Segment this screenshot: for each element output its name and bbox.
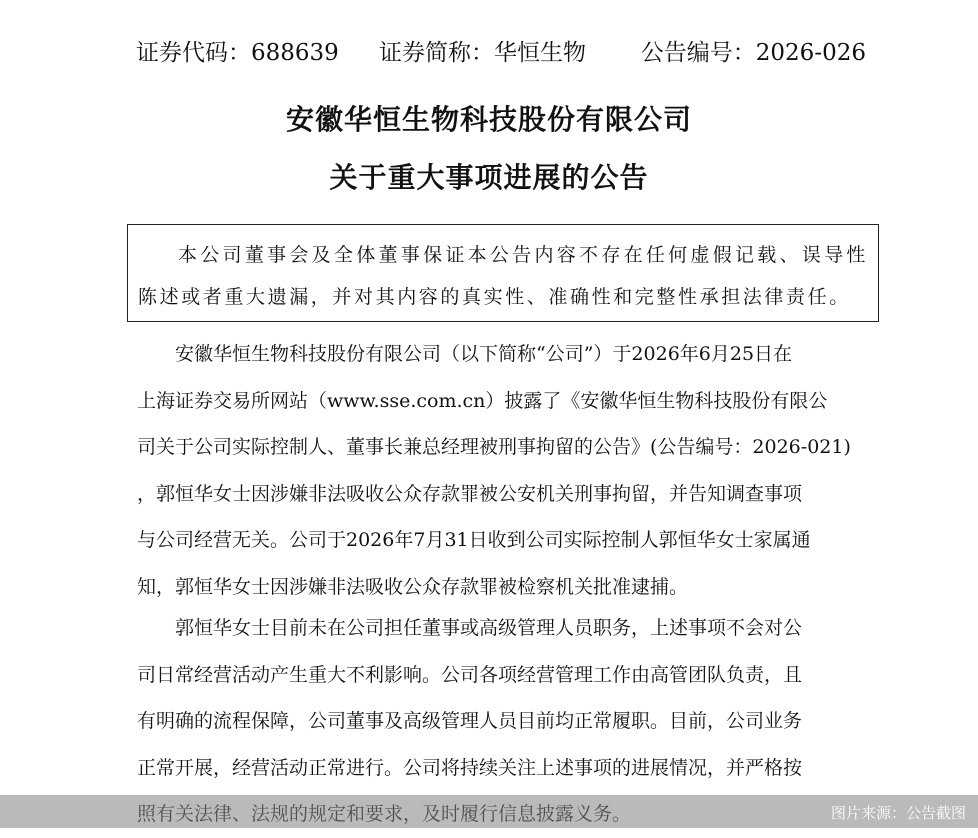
paragraph-line: 司关于公司实际控制人、董事长兼总经理被刑事拘留的公告》(公告编号：2026-021): [137, 436, 851, 458]
notice-number: 公告编号：2026-026: [640, 40, 866, 66]
image-source-bar: [0, 795, 978, 828]
paragraph-line: 上海证券交易所网站（www.sse.com.cn）披露了《安徽华恒生物科技股份有限公: [137, 389, 828, 412]
paragraph-line: 司日常经营活动产生重大不利影响。公司各项经营管理工作由高管团队负责，且: [137, 663, 803, 686]
board-guarantee-box: [127, 224, 879, 322]
paragraph-line: ，郭恒华女士因涉嫌非法吸收公众存款罪被公安机关刑事拘留，并告知调查事项: [137, 482, 803, 505]
board-guarantee-text: 本公司董事会及全体董事保证本公告内容不存在任何虚假记载、误导性陈述或者重大遗漏，并对其内容的真实性、准确性和完整性承担法律责任。: [138, 244, 868, 308]
header-line: [136, 34, 866, 72]
paragraph-line: 正常开展，经营活动正常进行。公司将持续关注上述事项的进展情况，并严格按: [137, 756, 803, 779]
stock-code: 证券代码：688639: [136, 40, 339, 66]
stock-short-name: 证券简称：华恒生物: [379, 40, 586, 66]
paragraph-line: 安徽华恒生物科技股份有限公司（以下简称“公司”）于2026年6月25日在: [137, 343, 793, 365]
announcement-title: 关于重大事项进展的公告: [329, 161, 649, 194]
paragraph-line: 郭恒华女士目前未在公司担任董事或高级管理人员职务，上述事项不会对公: [137, 617, 803, 639]
paragraph-line: 知，郭恒华女士因涉嫌非法吸收公众存款罪被检察机关批准逮捕。: [137, 575, 689, 598]
company-title: 安徽华恒生物科技股份有限公司: [285, 103, 692, 136]
paragraph-line: 与公司经营无关。公司于2026年7月31日收到公司实际控制人郭恒华女士家属通: [137, 529, 811, 551]
paragraph-line: 有明确的流程保障，公司董事及高级管理人员目前均正常履职。目前，公司业务: [137, 710, 803, 732]
paragraph-1: [137, 331, 855, 610]
image-source-caption: 图片来源：公告截图: [830, 804, 966, 822]
